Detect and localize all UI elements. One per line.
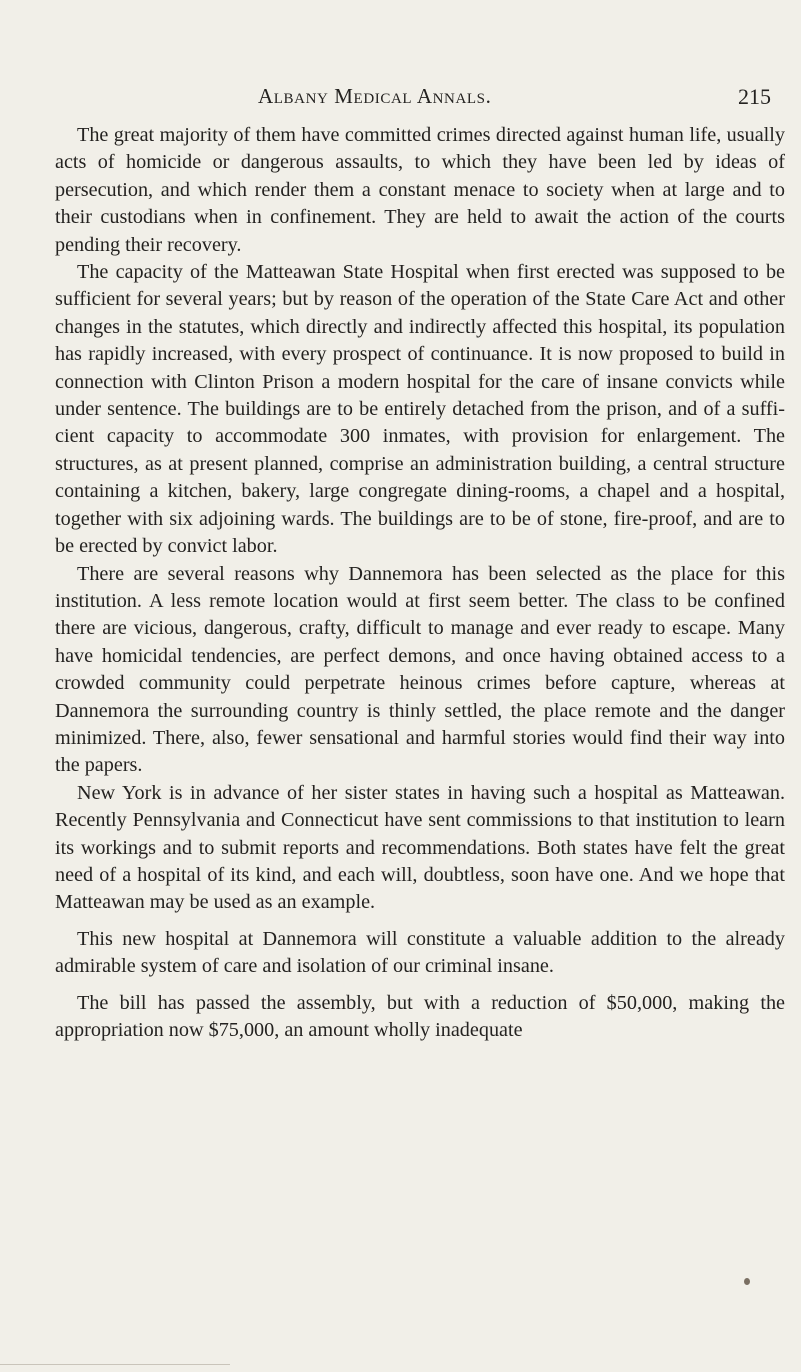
- running-title: Albany Medical Annals.: [258, 84, 492, 108]
- paragraph-dannemora-reasons: There are several reasons why Dannemora has been selected as the place for this institution. A less remote location would at first seem better. The class to be confined there are vicious, dangerous, crafty, difficult to manage and ever ready to escape. Many have homicidal tendencies, are perfect demons, and once having obtained access to a crowded community could perpetrate heinous crimes before capture, whereas at Dannemora the surrounding country is thinly settled, the place remote and the danger minimized. There, also, fewer sensational and harmful stories would find their way into the papers.: [55, 562, 785, 777]
- paragraph-crimes: The great majority of them have committed crimes directed against human life, usually acts of homicide or dangerous assaults, to which they have been led by ideas of persecution, and which render them a constant menace to society when at large and to their custodians when in confinement. They are held to await the action of the courts pending their recovery.: [55, 124, 785, 256]
- running-head: [0, 84, 801, 110]
- paragraph-bill: The bill has passed the assembly, but with a reduction of $50,000, making the appropriation now $75,000, an amount wholly inadequate: [55, 991, 785, 1041]
- ink-speck: [744, 1278, 750, 1285]
- page-edge-line: [0, 1364, 230, 1365]
- body-text: [55, 122, 785, 1044]
- page-number: 215: [738, 84, 771, 109]
- paragraph-new-hospital: This new hospital at Dannemora will constitute a valuable addition to the already admirable system of care and isolation of our criminal insane.: [55, 927, 785, 978]
- paragraph-capacity: The capacity of the Matteawan State Hospital when first erected was supposed to be sufficient for several years; but by reason of the operation of the State Care Act and other changes in the statutes, which directly and indirectly affected this hospital, its population has rapidly increased, with every prospect of continuance. It is now proposed to build in connection with Clinton Prison a modern hospital for the care of insane convicts while under sentence. The buildings are to be entirely detached from the prison, and of a sufficient capacity to accommodate 300 inmates, with provision for enlargement. The structures, as at present planned, comprise an administration building, a central structure containing a kitchen, bakery, large congregate dining-rooms, a chapel and a hospital, together with six adjoining wards. The buildings are to be of stone, fire-proof, and are to be erected by convict labor.: [55, 261, 785, 558]
- paragraph-new-york: New York is in advance of her sister states in having such a hospital as Matteawan. Recently Pennsylvania and Connecticut have sent commissions to that institution to learn its workings and to submit reports and recommendations. Both states have felt the great need of a hospital of its kind, and each will, doubtless, soon have one. And we hope that Matteawan may be used as an example.: [55, 781, 785, 914]
